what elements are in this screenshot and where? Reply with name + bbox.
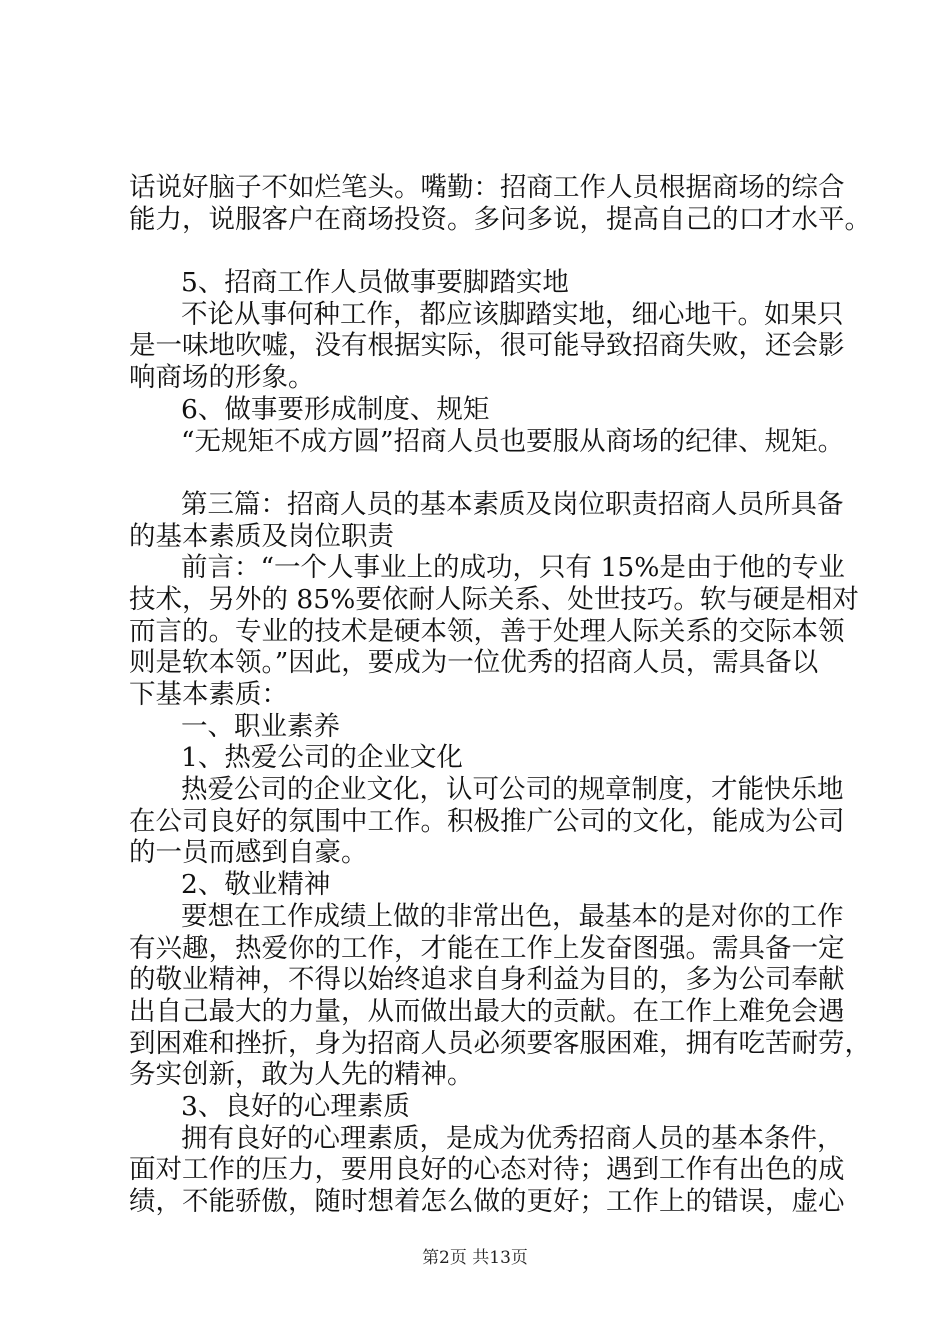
page-footer: 第2页 共13页: [422, 1248, 528, 1268]
text-line: 的敬业精神，不得以始终追求自身利益为目的，多为公司奉献: [129, 964, 845, 996]
document-body: [129, 172, 871, 1218]
text-line: “无规矩不成方圆”招商人员也要服从商场的纪律、规矩。: [181, 425, 845, 457]
text-line: 在公司良好的氛围中工作。积极推广公司的文化，能成为公司: [129, 805, 845, 837]
text-line: 有兴趣，热爱你的工作，才能在工作上发奋图强。需具备一定: [129, 932, 845, 964]
blank-line: [129, 235, 859, 267]
text-line: 是一味地吹嘘，没有根据实际，很可能导致招商失败，还会影: [129, 330, 845, 362]
text-line: 3、良好的心理素质: [181, 1090, 410, 1122]
text-line: 技术，另外的 85%要依耐人际关系、处世技巧。软与硬是相对: [129, 583, 859, 615]
text-line: 第三篇：招商人员的基本素质及岗位职责招商人员所具备: [181, 488, 844, 520]
text-line: 6、做事要形成制度、规矩: [181, 393, 490, 425]
text-line: 出自己最大的力量，从而做出最大的贡献。在工作上难免会遇: [129, 995, 845, 1027]
text-line: 能力，说服客户在商场投资。多问多说，提高自己的口才水平。: [129, 203, 871, 235]
text-line: 而言的。专业的技术是硬本领，善于处理人际关系的交际本领: [129, 615, 845, 647]
text-line: 2、敬业精神: [181, 869, 331, 901]
text-line: 要想在工作成绩上做的非常出色，最基本的是对你的工作: [181, 900, 844, 932]
text-line: 面对工作的压力，要用良好的心态对待；遇到工作有出色的成: [129, 1154, 845, 1186]
text-line: 响商场的形象。: [129, 362, 315, 394]
text-line: 一、职业素养: [181, 710, 340, 742]
text-line: 1、热爱公司的企业文化: [181, 742, 463, 774]
text-line: 务实创新，敢为人先的精神。: [129, 1059, 474, 1091]
text-line: 则是软本领。”因此，要成为一位优秀的招商人员，需具备以: [129, 647, 819, 679]
text-line: 热爱公司的企业文化，认可公司的规章制度，才能快乐地: [181, 774, 844, 806]
text-line: 话说好脑子不如烂笔头。嘴勤：招商工作人员根据商场的综合: [129, 172, 845, 203]
blank-line: [129, 457, 859, 489]
text-line: 下基本素质：: [129, 679, 288, 710]
text-line: 5、招商工作人员做事要脚踏实地: [181, 267, 569, 299]
text-line: 到困难和挫折，身为招商人员必须要客服困难，拥有吃苦耐劳，: [129, 1027, 871, 1059]
text-line: 的基本素质及岗位职责: [129, 520, 394, 552]
text-line: 绩，不能骄傲，随时想着怎么做的更好；工作上的错误，虚心: [129, 1186, 845, 1217]
text-line: 的一员而感到自豪。: [129, 837, 368, 869]
text-line: 拥有良好的心理素质，是成为优秀招商人员的基本条件，: [181, 1122, 844, 1154]
text-line: 前言：“一个人事业上的成功，只有 15%是由于他的专业: [181, 552, 845, 584]
text-line: 不论从事何种工作，都应该脚踏实地，细心地干。如果只: [181, 298, 844, 330]
